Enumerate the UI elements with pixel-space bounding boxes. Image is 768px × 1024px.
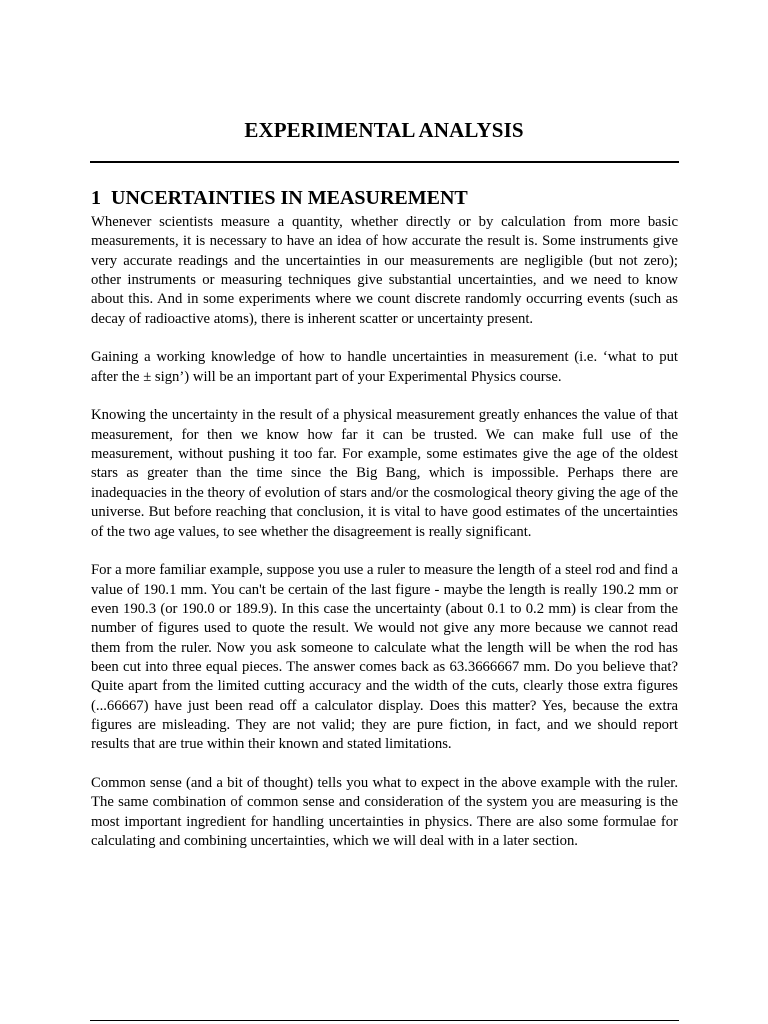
title-divider (90, 161, 679, 163)
section-heading-text: UNCERTAINTIES IN MEASUREMENT (111, 187, 468, 209)
body-text (91, 213, 678, 871)
paragraph: Whenever scientists measure a quantity, whether directly or by calculation from more basic measurements, it is necessary to have an idea of how accurate the result is. Some instruments give very accurate readings and the uncertainties in our measurements are negligible (but not zero); other instruments or measuring techniques give substantial uncertainties, and we need to know about this. And in some experiments where we count discrete randomly occurring events (such as decay of radioactive atoms), there is inherent scatter or uncertainty present. (91, 214, 678, 327)
footer-divider (90, 1020, 679, 1021)
paragraph: Common sense (and a bit of thought) tells you what to expect in the above example with the ruler. The same combination of common sense and consideration of the system you are measuring is the most important ingredient for handling uncertainties in physics. There are also some formulae for calculating and combining uncertainties, which we will deal with in a later section. (91, 774, 678, 849)
paragraph: For a more familiar example, suppose you use a ruler to measure the length of a steel rod and find a value of 190.1 mm. You can't be certain of the last figure - maybe the length is really 190.2 mm or even 190.3 (or 190.0 or 189.9). In this case the uncertainty (about 0.1 to 0.2 mm) is clear from the number of figures used to quote the result. We would not give any more because we cannot read them from the ruler. Now you ask someone to calculate what the length will be when the rod has been cut into three equal pieces. The answer comes back as 63.3666667 mm. Do you believe that? Quite apart from the limited cutting accuracy and the width of the cuts, clearly those extra figures (...66667) have just been read off a calculator display. Does this matter? Yes, because the extra figures are misleading. They are not valid; they are pure fiction, in fact, and we should report results that are true within their known and stated limitations. (91, 562, 678, 753)
paragraph: Knowing the uncertainty in the result of a physical measurement greatly enhances the value of that measurement, for then we know how far it can be trusted. We can make full use of the measurement, without pushing it too far. For example, some estimates give the age of the oldest stars as greater than the time since the Big Bang, which is impossible. Perhaps there are inadequacies in the theory of evolution of stars and/or the cosmological theory giving the age of the universe. But before reaching that conclusion, it is vital to have good estimates of the uncertainties of the two age values, to see whether the disagreement is really significant. (91, 407, 678, 540)
paragraph: Gaining a working knowledge of how to handle uncertainties in measurement (i.e. ‘what to put after the ± sign’) will be an important part of your Experimental Physics course. (91, 349, 678, 385)
section-number: 1 (91, 187, 101, 209)
section-heading (91, 185, 468, 211)
document-title: EXPERIMENTAL ANALYSIS (244, 118, 524, 142)
